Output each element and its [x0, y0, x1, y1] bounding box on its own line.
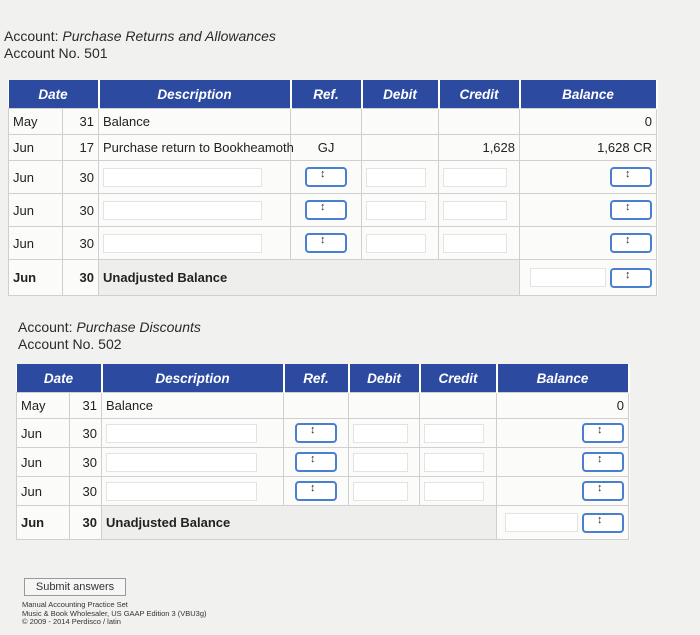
description-input[interactable]	[106, 424, 257, 443]
row-month: Jun	[17, 477, 70, 506]
row-credit	[439, 109, 520, 135]
row-month: May	[9, 109, 63, 135]
ref-select[interactable]	[305, 200, 347, 220]
debit-input[interactable]	[366, 201, 426, 220]
row-day: 30	[63, 161, 99, 194]
row-month: Jun	[17, 419, 70, 448]
ref-select[interactable]	[295, 423, 337, 443]
credit-input[interactable]	[424, 453, 484, 472]
row-day: 30	[70, 419, 102, 448]
row-day: 30	[63, 227, 99, 260]
balance-type-select[interactable]	[582, 423, 624, 443]
debit-input[interactable]	[353, 453, 408, 472]
row-month: May	[17, 393, 70, 419]
balance-type-select[interactable]	[610, 167, 652, 187]
row-debit	[362, 135, 439, 161]
table-row	[9, 109, 657, 135]
table-row	[17, 448, 629, 477]
ledger-table-501	[8, 80, 658, 296]
balance-type-select[interactable]	[610, 233, 652, 253]
row-day: 30	[70, 506, 102, 540]
header-description: Description	[99, 80, 291, 109]
header-debit: Debit	[349, 364, 420, 393]
table-row	[9, 260, 657, 296]
table-row	[9, 161, 657, 194]
row-ref	[291, 109, 362, 135]
row-credit	[420, 393, 497, 419]
description-input[interactable]	[106, 482, 257, 501]
debit-input[interactable]	[366, 168, 426, 187]
credit-input[interactable]	[443, 234, 507, 253]
table-row	[9, 135, 657, 161]
credit-input[interactable]	[424, 482, 484, 501]
header-ref: Ref.	[284, 364, 349, 393]
row-description: Balance	[102, 393, 284, 419]
row-debit	[362, 109, 439, 135]
table-row	[9, 227, 657, 260]
row-balance: 1,628 CR	[520, 135, 657, 161]
header-balance: Balance	[520, 80, 657, 109]
footer-credits: Manual Accounting Practice Set Music & Book Wholesaler, US GAAP Edition 3 (VBU3g) © 2009 - 2014 Perdisco / latin	[22, 600, 207, 626]
table-row	[17, 393, 629, 419]
header-debit: Debit	[362, 80, 439, 109]
ref-select[interactable]	[305, 167, 347, 187]
row-day: 30	[63, 194, 99, 227]
header-ref: Ref.	[291, 80, 362, 109]
header-balance: Balance	[497, 364, 629, 393]
balance-type-select[interactable]	[582, 513, 624, 533]
description-input[interactable]	[106, 453, 257, 472]
unadjusted-balance-input[interactable]	[530, 268, 606, 287]
row-description: Balance	[99, 109, 291, 135]
table-header	[17, 364, 629, 393]
balance-type-select[interactable]	[582, 481, 624, 501]
description-input[interactable]	[103, 234, 262, 253]
ref-select[interactable]	[305, 233, 347, 253]
row-day: 30	[70, 477, 102, 506]
row-ref	[284, 393, 349, 419]
ledger-table-502	[16, 364, 630, 540]
row-day: 30	[70, 448, 102, 477]
ref-select[interactable]	[295, 481, 337, 501]
row-month: Jun	[9, 227, 63, 260]
row-day: 31	[70, 393, 102, 419]
row-month: Jun	[17, 506, 70, 540]
row-day: 31	[63, 109, 99, 135]
debit-input[interactable]	[353, 482, 408, 501]
row-day: 30	[63, 260, 99, 296]
ref-select[interactable]	[295, 452, 337, 472]
row-description: Unadjusted Balance	[99, 260, 520, 296]
row-month: Jun	[9, 135, 63, 161]
header-credit: Credit	[439, 80, 520, 109]
row-balance: 0	[520, 109, 657, 135]
row-ref: GJ	[291, 135, 362, 161]
row-description: Purchase return to Bookheamoth	[99, 135, 291, 161]
credit-input[interactable]	[443, 168, 507, 187]
credit-input[interactable]	[424, 424, 484, 443]
description-input[interactable]	[103, 168, 262, 187]
header-date: Date	[9, 80, 99, 109]
row-balance: 0	[497, 393, 629, 419]
balance-type-select[interactable]	[610, 268, 652, 288]
unadjusted-balance-input[interactable]	[505, 513, 578, 532]
debit-input[interactable]	[353, 424, 408, 443]
account-502-title: Account: Purchase Discounts Account No. 502	[18, 319, 201, 352]
description-input[interactable]	[103, 201, 262, 220]
balance-type-select[interactable]	[582, 452, 624, 472]
table-row	[17, 506, 629, 540]
row-month: Jun	[9, 194, 63, 227]
row-day: 17	[63, 135, 99, 161]
table-row	[17, 477, 629, 506]
table-row	[17, 419, 629, 448]
submit-answers-button[interactable]: Submit answers	[24, 578, 126, 596]
row-month: Jun	[9, 161, 63, 194]
account-501-title: Account: Purchase Returns and Allowances Account No. 501	[4, 28, 276, 61]
header-date: Date	[17, 364, 102, 393]
debit-input[interactable]	[366, 234, 426, 253]
header-description: Description	[102, 364, 284, 393]
row-month: Jun	[17, 448, 70, 477]
row-credit: 1,628	[439, 135, 520, 161]
balance-type-select[interactable]	[610, 200, 652, 220]
credit-input[interactable]	[443, 201, 507, 220]
row-description: Unadjusted Balance	[102, 506, 497, 540]
row-month: Jun	[9, 260, 63, 296]
table-row	[9, 194, 657, 227]
header-credit: Credit	[420, 364, 497, 393]
row-debit	[349, 393, 420, 419]
table-header	[9, 80, 657, 109]
